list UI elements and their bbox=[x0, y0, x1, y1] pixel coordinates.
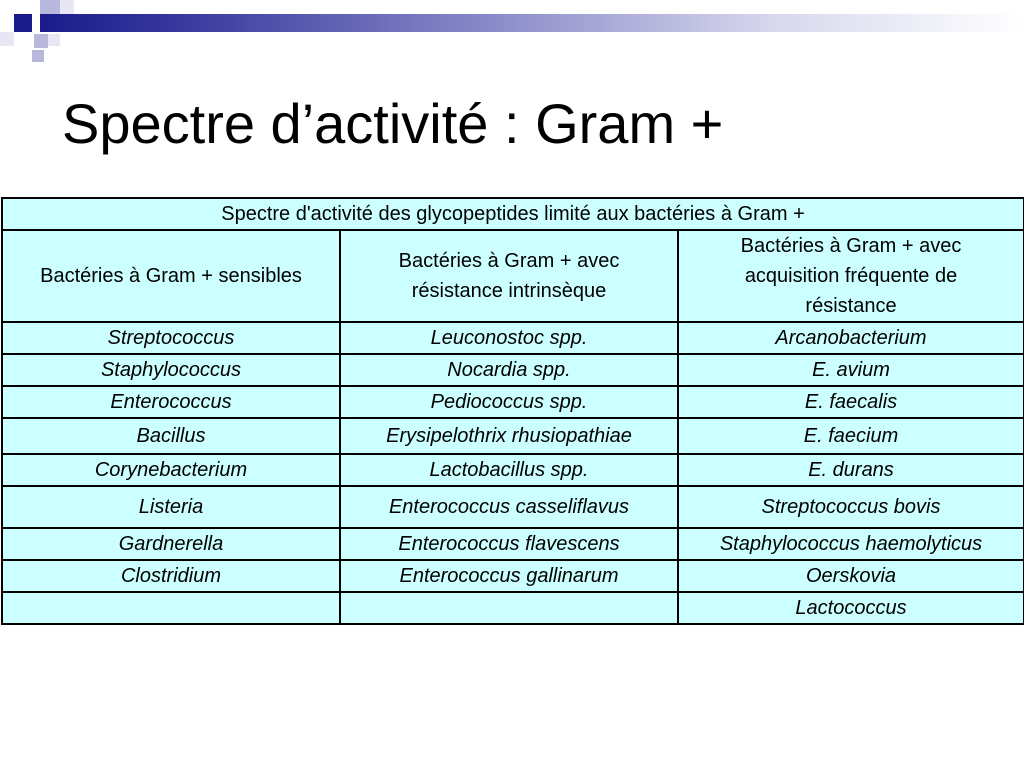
table-cell: Pediococcus spp. bbox=[340, 386, 678, 418]
table-row bbox=[2, 386, 1024, 418]
table-row bbox=[2, 560, 1024, 592]
table-caption: Spectre d'activité des glycopeptides limité aux bactéries à Gram + bbox=[2, 198, 1024, 230]
table-cell: Bacillus bbox=[2, 418, 340, 454]
table-cell: E. faecium bbox=[678, 418, 1024, 454]
decor-square bbox=[60, 0, 74, 14]
header-decoration bbox=[0, 0, 1024, 34]
decor-square bbox=[14, 14, 32, 32]
table-cell: Streptococcus bovis bbox=[678, 486, 1024, 528]
header-gradient-bar bbox=[40, 14, 1024, 32]
table-cell: Lactobacillus spp. bbox=[340, 454, 678, 486]
table-cell: E. faecalis bbox=[678, 386, 1024, 418]
table-row bbox=[2, 322, 1024, 354]
table-cell: Staphylococcus bbox=[2, 354, 340, 386]
table-cell: Listeria bbox=[2, 486, 340, 528]
decor-square bbox=[32, 50, 44, 62]
table-row bbox=[2, 528, 1024, 560]
table-cell: Enterococcus casseliflavus bbox=[340, 486, 678, 528]
table-cell: Oerskovia bbox=[678, 560, 1024, 592]
table-cell: Leuconostoc spp. bbox=[340, 322, 678, 354]
table-cell: Lactococcus bbox=[678, 592, 1024, 624]
table-cell: Enterococcus gallinarum bbox=[340, 560, 678, 592]
table-cell: Corynebacterium bbox=[2, 454, 340, 486]
table-header-row bbox=[2, 230, 1024, 322]
table-cell: Nocardia spp. bbox=[340, 354, 678, 386]
table-cell: Gardnerella bbox=[2, 528, 340, 560]
decor-square bbox=[34, 34, 48, 48]
table-cell bbox=[340, 592, 678, 624]
table-row bbox=[2, 418, 1024, 454]
slide-title: Spectre d’activité : Gram + bbox=[62, 92, 724, 155]
table-cell: Staphylococcus haemolyticus bbox=[678, 528, 1024, 560]
table-caption-row bbox=[2, 198, 1024, 230]
table-cell: Enterococcus flavescens bbox=[340, 528, 678, 560]
table-cell: Clostridium bbox=[2, 560, 340, 592]
column-header-acquired-resistance: Bactéries à Gram + avec acquisition fréquente de résistance bbox=[678, 230, 1024, 322]
table-cell: E. avium bbox=[678, 354, 1024, 386]
decor-square bbox=[0, 32, 14, 46]
column-header-intrinsic-resistance: Bactéries à Gram + avec résistance intrinsèque bbox=[340, 230, 678, 322]
table-row bbox=[2, 592, 1024, 624]
table-cell: Erysipelothrix rhusiopathiae bbox=[340, 418, 678, 454]
table-cell: Enterococcus bbox=[2, 386, 340, 418]
decor-square bbox=[40, 0, 60, 14]
column-header-sensitive: Bactéries à Gram + sensibles bbox=[2, 230, 340, 322]
table-row bbox=[2, 454, 1024, 486]
decor-square bbox=[48, 34, 60, 46]
glycopeptide-spectrum-table bbox=[1, 197, 1024, 625]
table-row bbox=[2, 354, 1024, 386]
table-cell: Streptococcus bbox=[2, 322, 340, 354]
table-cell bbox=[2, 592, 340, 624]
table-cell: Arcanobacterium bbox=[678, 322, 1024, 354]
table-row bbox=[2, 486, 1024, 528]
table-cell: E. durans bbox=[678, 454, 1024, 486]
